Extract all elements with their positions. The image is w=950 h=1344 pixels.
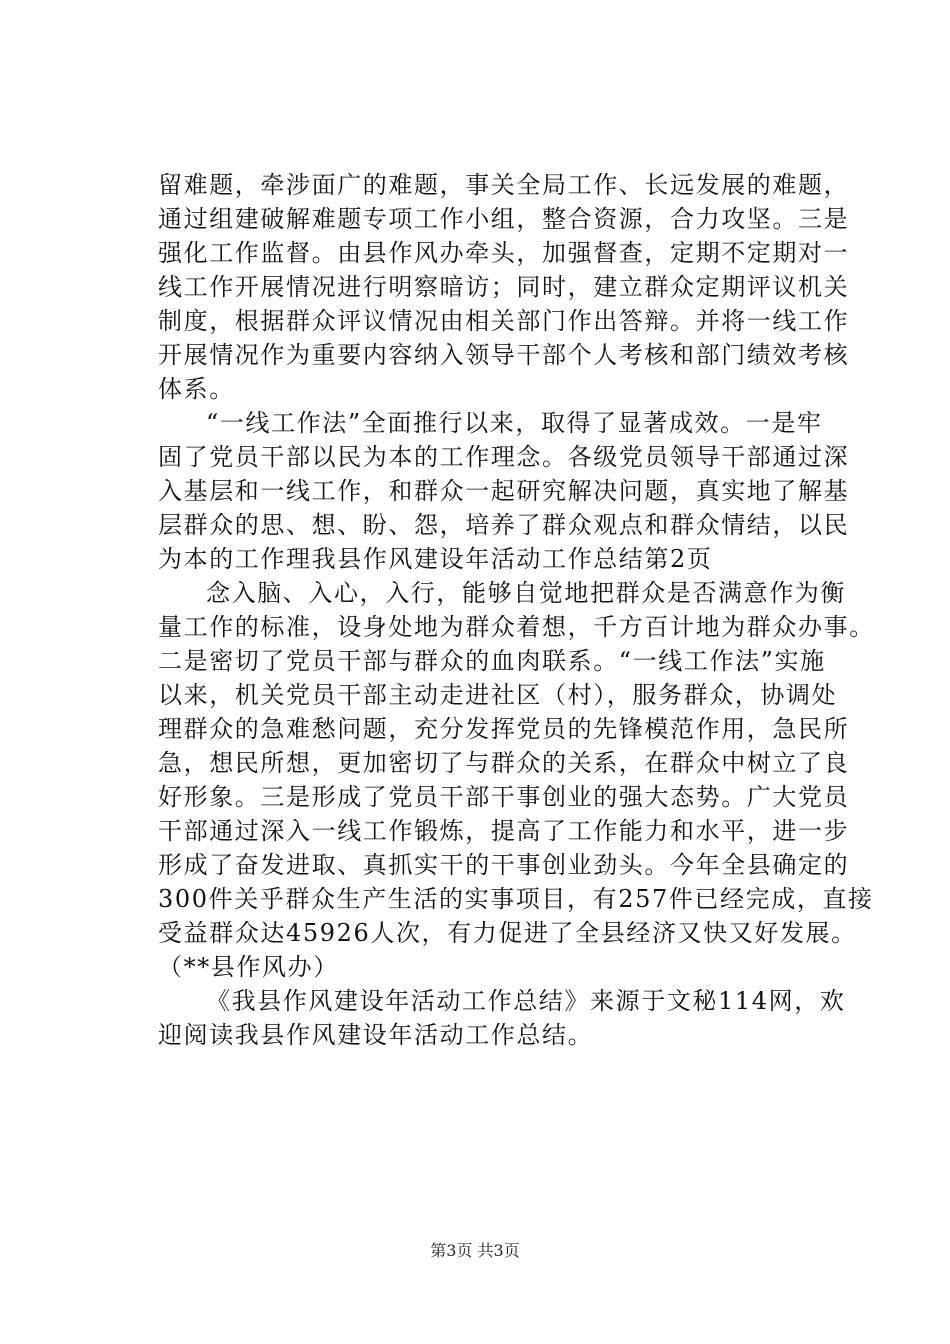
body-line: 开展情况作为重要内容纳入领导干部个人考核和部门绩效考核 — [158, 341, 850, 369]
body-line: 300件关乎群众生产生活的实事项目，有257件已经完成，直接 — [158, 885, 874, 913]
body-line: 好形象。三是形成了党员干部干事创业的强大态势。广大党员 — [158, 783, 850, 811]
paragraph-first-line: 念入脑、入心，入行，能够自觉地把群众是否满意作为衡 — [206, 579, 846, 607]
author-line: （**县作风办） — [158, 953, 339, 981]
body-line: 通过组建破解难题专项工作小组，整合资源，合力攻坚。三是 — [158, 205, 850, 233]
body-line: 固了党员干部以民为本的工作理念。各级党员领导干部通过深 — [158, 443, 850, 471]
page-number: 第3页 共3页 — [430, 1241, 520, 1260]
paragraph-first-line: “一线工作法”全面推行以来，取得了显著成效。一是牢 — [206, 409, 823, 437]
body-line: 制度，根据群众评议情况由相关部门作出答辩。并将一线工作 — [158, 307, 850, 335]
body-line: 线工作开展情况进行明察暗访；同时，建立群众定期评议机关 — [158, 273, 850, 301]
body-line: 强化工作监督。由县作风办牵头，加强督查，定期不定期对一 — [158, 239, 850, 267]
body-line: 体系。 — [158, 375, 235, 403]
body-line: 留难题，牵涉面广的难题，事关全局工作、长远发展的难题， — [158, 171, 850, 199]
body-line: 形成了奋发进取、真抓实干的干事创业劲头。今年全县确定的 — [158, 851, 850, 879]
body-line: 以来，机关党员干部主动走进社区（村），服务群众，协调处 — [158, 681, 838, 709]
body-line: 二是密切了党员干部与群众的血肉联系。“一线工作法”实施 — [158, 647, 826, 675]
body-line: 层群众的思、想、盼、怨，培养了群众观点和群众情结，以民 — [158, 511, 850, 539]
body-line: 为本的工作理我县作风建设年活动工作总结第2页 — [158, 545, 713, 573]
body-line: 理群众的急难愁问题，充分发挥党员的先锋模范作用，急民所 — [158, 715, 850, 743]
body-line: 受益群众达45926人次，有力促进了全县经济又快又好发展。 — [158, 919, 857, 947]
body-line: 量工作的标准，设身处地为群众着想，千方百计地为群众办事。 — [158, 613, 875, 641]
body-line: 迎阅读我县作风建设年活动工作总结。 — [158, 1021, 594, 1049]
document-body — [158, 168, 875, 1052]
body-line: 急，想民所想，更加密切了与群众的关系，在群众中树立了良 — [158, 749, 850, 777]
body-line: 入基层和一线工作，和群众一起研究解决问题，真实地了解基 — [158, 477, 850, 505]
page-footer — [0, 1241, 950, 1261]
paragraph-first-line: 《我县作风建设年活动工作总结》来源于文秘114网，欢 — [206, 987, 846, 1015]
body-line: 干部通过深入一线工作锻炼，提高了工作能力和水平，进一步 — [158, 817, 850, 845]
